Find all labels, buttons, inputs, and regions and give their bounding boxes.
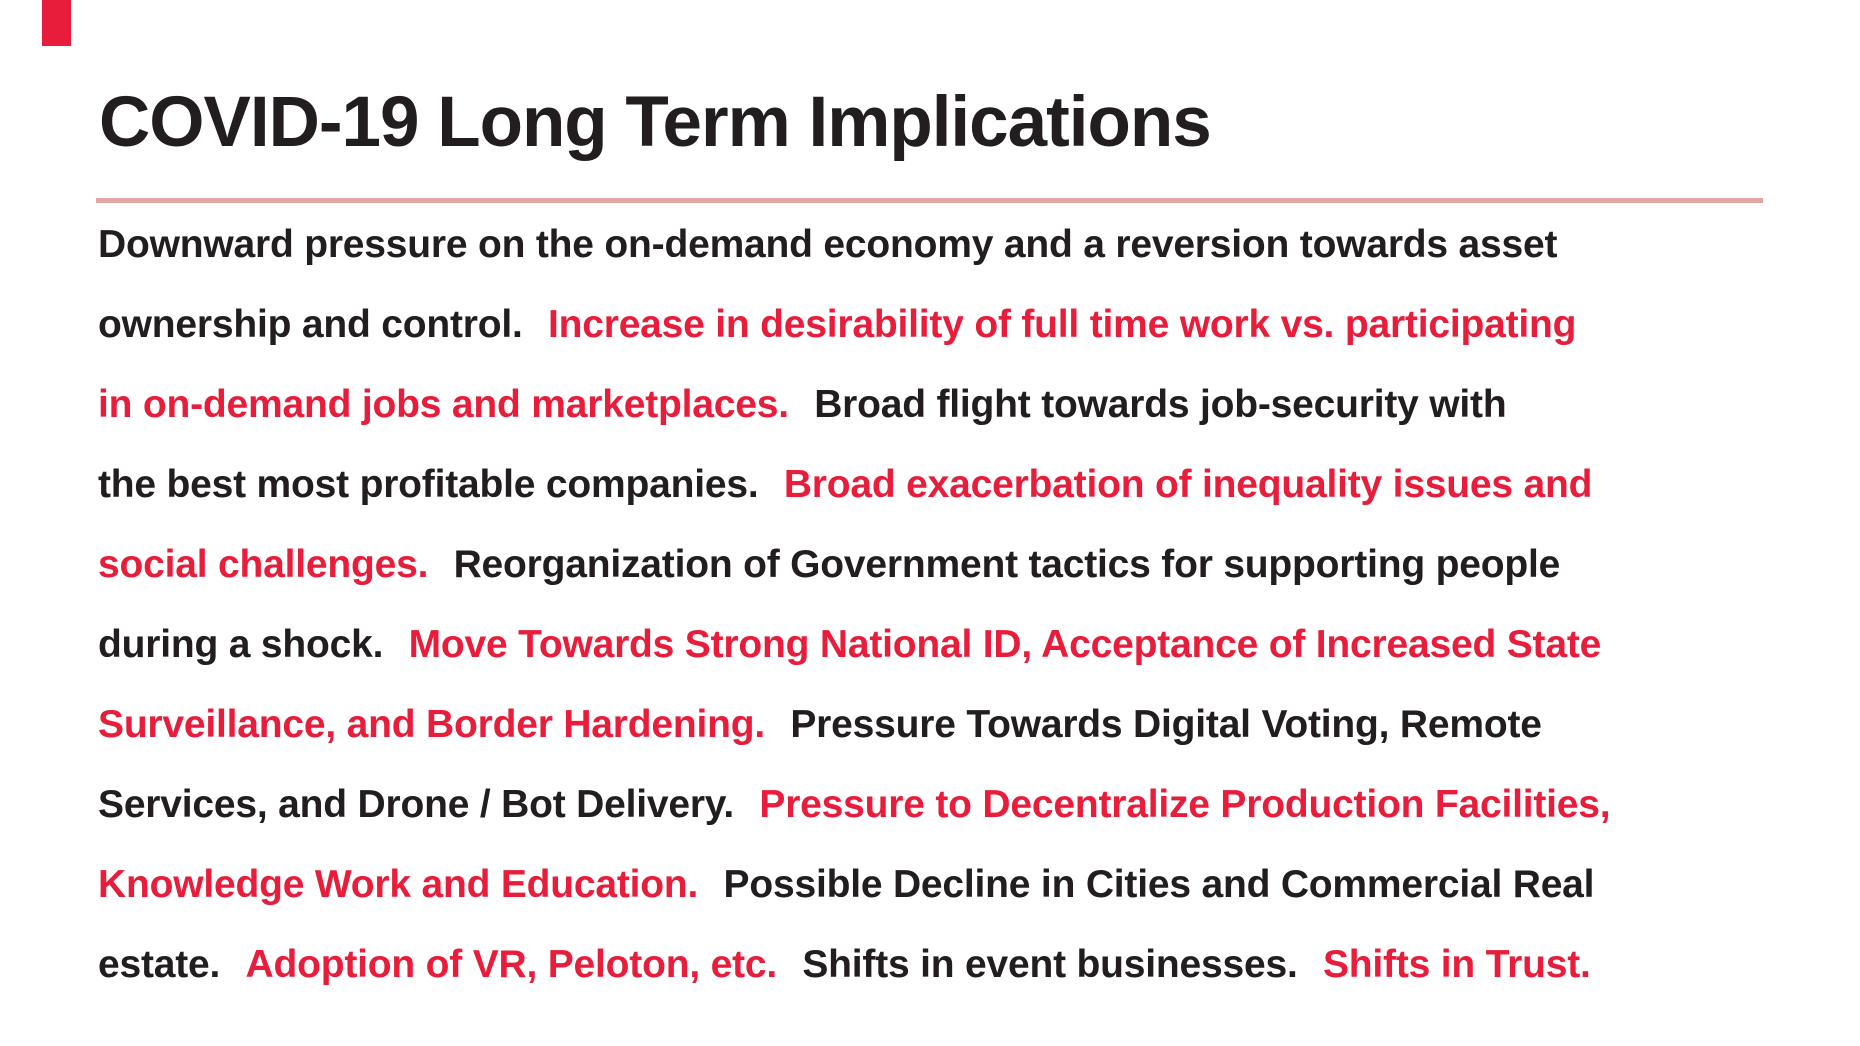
text-line [98,685,1610,765]
text-segment: Knowledge Work and Education. [98,863,699,906]
text-segment: Pressure Towards Digital Voting, Remote [790,703,1542,746]
text-segment: ownership and control. [98,303,523,346]
text-line [98,925,1610,1005]
text-line [98,525,1610,605]
text-segment: Surveillance, and Border Hardening. [98,703,766,746]
text-segment: Reorganization of Government tactics for supporting people [453,543,1561,586]
text-line [98,845,1610,925]
body-paragraph [98,205,1610,1005]
text-segment: during a shock. [98,623,384,666]
corner-accent-block [42,0,71,46]
text-line [98,205,1610,285]
text-segment: the best most profitable companies. [98,463,759,506]
text-line [98,365,1610,445]
text-line [98,445,1610,525]
text-segment: social challenges. [98,543,429,586]
text-segment: Services, and Drone / Bot Delivery. [98,783,735,826]
text-segment: Adoption of VR, Peloton, etc. [245,943,778,986]
text-line [98,605,1610,685]
text-segment: Possible Decline in Cities and Commercial Real [723,863,1595,906]
text-segment: estate. [98,943,221,986]
text-segment: Increase in desirability of full time work vs. participating [547,303,1577,346]
text-segment: Downward pressure on the on-demand economy and a reversion towards asset [98,223,1558,266]
title-divider [96,198,1763,203]
page-title: COVID-19 Long Term Implications [99,83,1211,162]
text-segment: Move Towards Strong National ID, Acceptance of Increased State [408,623,1602,666]
text-segment: Broad flight towards job-security with [814,383,1507,426]
text-segment: Shifts in event businesses. [802,943,1298,986]
text-segment: Shifts in Trust. [1322,943,1591,986]
text-segment: Pressure to Decentralize Production Facilities, [759,783,1611,826]
text-segment: in on-demand jobs and marketplaces. [98,383,789,426]
text-line [98,765,1610,845]
text-segment: Broad exacerbation of inequality issues and [783,463,1593,506]
text-line [98,285,1610,365]
